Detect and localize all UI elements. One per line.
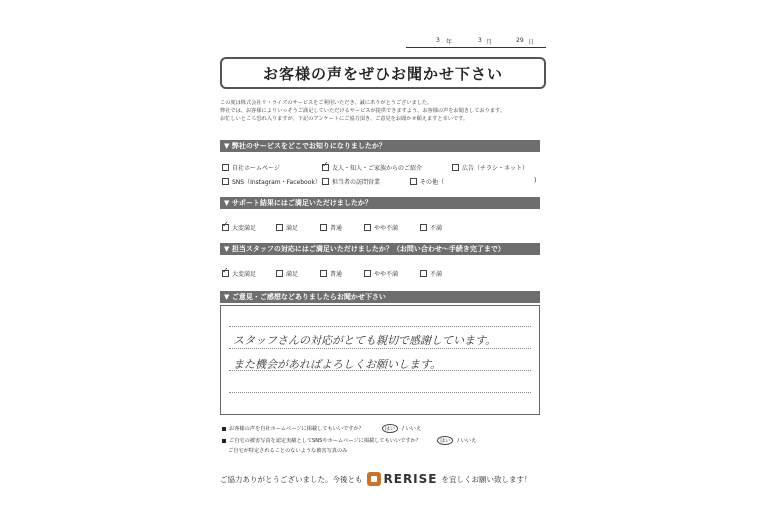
q2-option-b[interactable]: 満足 [276, 223, 298, 232]
bullet-icon [222, 439, 226, 443]
q1-option-f[interactable]: その他（ [410, 177, 444, 186]
q1-option-a[interactable]: 自社ホームページ [222, 163, 280, 172]
consent-2-no[interactable]: / いいえ [457, 438, 477, 444]
date-month: 3 [478, 37, 482, 44]
checkbox[interactable] [276, 224, 283, 231]
intro-line: 弊社では、お客様によりいっそうご満足していただけるサービスが提供できますよう、お客様の声をお聞きしております。 [220, 108, 505, 114]
footer-text-before: ご協力ありがとうございました。今後とも [220, 474, 363, 484]
checkbox-checked[interactable] [322, 164, 329, 171]
checkbox[interactable] [322, 178, 329, 185]
writing-line [229, 326, 531, 327]
q3-option-b[interactable]: 満足 [276, 269, 298, 278]
logo-icon [367, 472, 381, 486]
checkbox[interactable] [364, 270, 371, 277]
intro-line: お忙しいところ恐れ入りますが、下記のアンケートにご協力頂き、ご意見をお聞かせ願えますと幸いです。 [220, 116, 469, 122]
intro-line: この度は株式会社リ・ライズのサービスをご利用いただき、誠にありがとうございました。 [220, 100, 433, 106]
checkbox-checked[interactable] [222, 224, 229, 231]
q1-option-c[interactable]: 広告（チラシ・ネット） [452, 163, 528, 172]
bullet-icon [222, 427, 226, 431]
q3-heading: ▼ 担当スタッフの対応にはご満足いただけましたか？（お問い合わせ～手続き完了まで） [220, 243, 540, 255]
q1-option-e[interactable]: 担当者の訪問営業 [322, 177, 380, 186]
q1-option-f-close: ) [534, 177, 537, 184]
checkbox[interactable] [420, 270, 427, 277]
date-year-label: 年 [446, 39, 453, 46]
footer [220, 472, 550, 486]
q2-heading: ▼ サポート結果にはご満足いただけましたか？ [220, 197, 540, 209]
writing-line [229, 392, 531, 393]
q1-option-b[interactable]: ✓ 友人・知人・ご家族からのご紹介 [322, 163, 422, 172]
handwritten-comment-line: スタッフさんの対応がとても親切で感謝しています。 [233, 334, 497, 347]
consent-2: ご自宅の被害写真を認定実績としてSNSやホームページに掲載してもいいですか？ はい / いいえ [222, 436, 476, 445]
checkbox[interactable] [410, 178, 417, 185]
checkbox[interactable] [222, 178, 229, 185]
consent-2-yes[interactable]: はい [437, 436, 453, 445]
consent-1-no[interactable]: / いいえ [402, 426, 422, 432]
q2-option-a[interactable]: ✓ 大変満足 [222, 223, 256, 232]
date-day-label: 日 [528, 39, 535, 46]
checkbox[interactable] [222, 164, 229, 171]
logo-text: RERISE [383, 472, 438, 486]
handwritten-comment-line: また機会があればよろしくお願いします。 [233, 358, 442, 371]
checkbox[interactable] [320, 270, 327, 277]
writing-line [229, 348, 531, 349]
q2-option-c[interactable]: 普通 [320, 223, 342, 232]
q2-option-e[interactable]: 不満 [420, 223, 442, 232]
q1-option-d[interactable]: SNS（Instagram・Facebook） [222, 177, 321, 186]
date-year: 3 [436, 37, 440, 44]
q2-option-d[interactable]: やや不満 [364, 223, 398, 232]
q1-heading: ▼ 弊社のサービスをどこでお知りになりましたか？ [220, 140, 540, 152]
q3-option-a[interactable]: ✓ 大変満足 [222, 269, 256, 278]
consent-1-yes[interactable]: はい [382, 424, 398, 433]
checkbox[interactable] [276, 270, 283, 277]
survey-paper [206, 0, 561, 510]
page-title: お客様の声をぜひお聞かせ下さい [220, 57, 546, 89]
q4-heading: ▼ ご意見・ご感想などありましたらお聞かせ下さい [220, 291, 540, 303]
date-month-label: 月 [486, 39, 493, 46]
checkbox[interactable] [452, 164, 459, 171]
checkbox[interactable] [320, 224, 327, 231]
date-day: 29 [516, 37, 524, 44]
consent-note: ご自宅が特定されることのないような被害写真のみ [228, 448, 348, 454]
comment-textarea[interactable] [220, 305, 540, 415]
footer-text-after: を宜しくお願い致します！ [441, 474, 532, 484]
q3-option-c[interactable]: 普通 [320, 269, 342, 278]
q3-option-d[interactable]: やや不満 [364, 269, 398, 278]
checkbox[interactable] [420, 224, 427, 231]
checkbox[interactable] [364, 224, 371, 231]
rerise-logo [367, 472, 438, 486]
intro-text [220, 99, 550, 123]
checkbox-checked[interactable] [222, 270, 229, 277]
q3-option-e[interactable]: 不満 [420, 269, 442, 278]
consent-1: お客様の声を自社ホームページに掲載してもいいですか？ はい / いいえ [222, 424, 421, 433]
date-line [406, 35, 546, 48]
